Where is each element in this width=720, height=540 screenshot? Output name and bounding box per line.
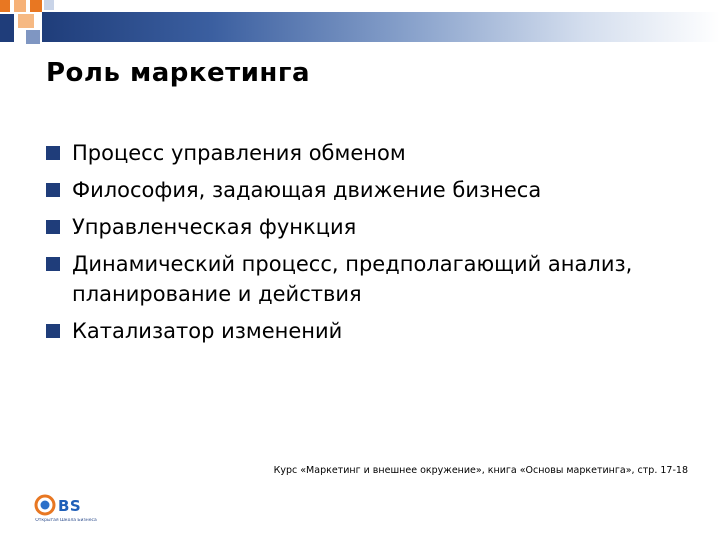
bullet-text: Философия, задающая движение бизнеса xyxy=(72,178,542,202)
decorative-square xyxy=(0,0,10,12)
logo-text: BS xyxy=(58,497,82,515)
slide-title: Роль маркетинга xyxy=(46,58,311,88)
square-bullet-icon xyxy=(46,220,60,234)
decorative-square xyxy=(0,14,14,42)
source-footnote: Курс «Маркетинг и внешнее окружение», книга «Основы маркетинга», стр. 17-18 xyxy=(273,465,688,476)
bullet-text: Управленческая функция xyxy=(72,215,357,239)
decorative-square xyxy=(26,30,40,44)
bullet-item xyxy=(46,316,686,346)
square-bullet-icon xyxy=(46,146,60,160)
square-bullet-icon xyxy=(46,324,60,338)
bullet-item xyxy=(46,249,686,309)
bullet-text: Динамический процесс, предполагающий анализ, планирование и действия xyxy=(72,252,633,306)
bullet-item xyxy=(46,175,686,205)
square-bullet-icon xyxy=(46,257,60,271)
bullet-text: Катализатор изменений xyxy=(72,319,343,343)
bullet-text: Процесс управления обменом xyxy=(72,141,406,165)
bullet-list xyxy=(46,138,686,353)
header-gradient-band xyxy=(42,12,720,42)
decorative-square xyxy=(44,0,54,10)
square-bullet-icon xyxy=(46,183,60,197)
decorative-square xyxy=(30,0,42,12)
decorative-square xyxy=(14,0,26,12)
bullet-item xyxy=(46,138,686,168)
bullet-item xyxy=(46,212,686,242)
decorative-square xyxy=(18,14,34,28)
logo-caption: Открытая Школа Бизнеса xyxy=(35,518,97,523)
